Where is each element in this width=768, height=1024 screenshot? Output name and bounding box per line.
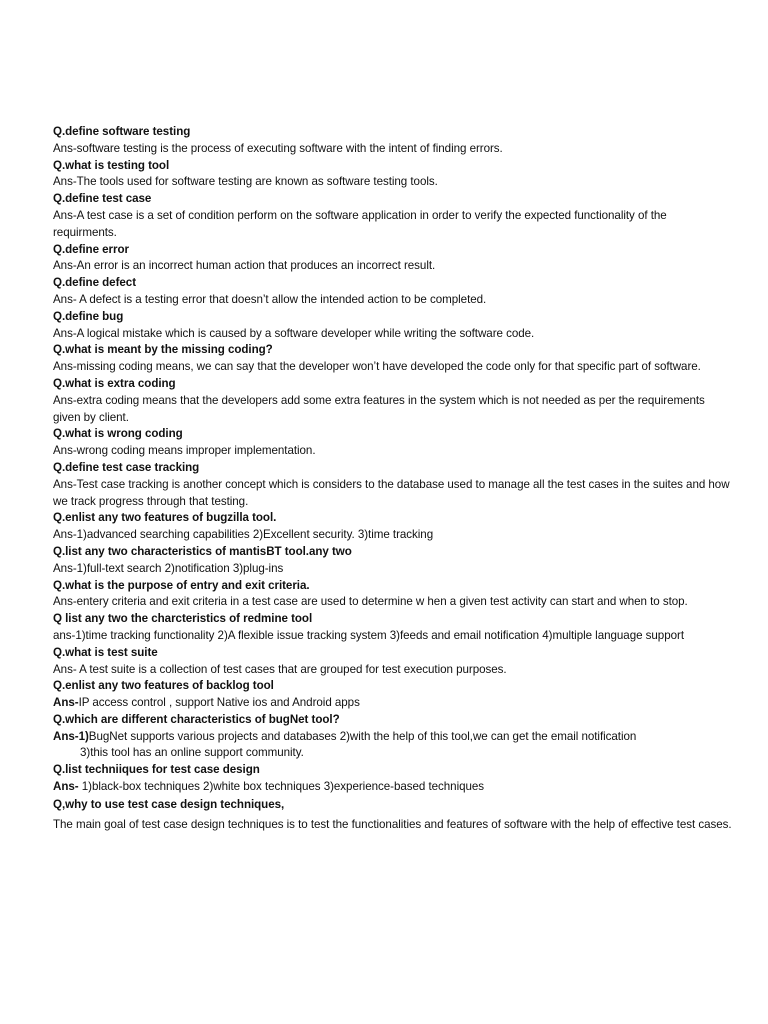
answer: Ans-Test case tracking is another concept which is considers to the database used to manage all the test cases in the suites and how we track progress through that testing. — [53, 477, 730, 508]
answer-label: Ans-1) — [53, 729, 89, 743]
answer-backlog — [53, 695, 733, 712]
answer: Ans-extra coding means that the developers add some extra features in the system which is not needed as per the requirements given by client. — [53, 393, 705, 424]
answer-why: The main goal of test case design techniques is to test the functionalities and features of software with the help of effective test cases. — [53, 817, 732, 831]
question-backlog: Q.enlist any two features of backlog tool — [53, 679, 274, 693]
question: Q.enlist any two features of bugzilla tool. — [53, 511, 277, 525]
answer-techniques — [53, 779, 733, 796]
question: Q.define defect — [53, 276, 136, 290]
answer: Ans-The tools used for software testing are known as software testing tools. — [53, 175, 438, 189]
answer-bugnet — [53, 729, 733, 746]
answer: Ans-An error is an incorrect human action that produces an incorrect result. — [53, 259, 436, 273]
question: Q list any two the charcteristics of redmine tool — [53, 612, 313, 626]
question-bugnet: Q.which are different characteristics of bugNet tool? — [53, 712, 340, 726]
answer-bugnet-continued: 3)this tool has an online support community. — [80, 746, 304, 760]
answer: Ans-wrong coding means improper implementation. — [53, 444, 316, 458]
question: Q.what is meant by the missing coding? — [53, 343, 273, 357]
question: Q.define bug — [53, 309, 124, 323]
question: Q.define test case tracking — [53, 460, 200, 474]
answer: Ans-missing coding means, we can say that the developer won’t have developed the code only for that specific part of software. — [53, 360, 701, 374]
answer: Ans-A logical mistake which is caused by a software developer while writing the software code. — [53, 326, 535, 340]
answer-label: Ans- — [53, 780, 79, 794]
answer: ans-1)time tracking functionality 2)A flexible issue tracking system 3)feeds and email notification 4)multiple language support — [53, 628, 684, 642]
answer-label: Ans- — [53, 696, 79, 710]
question: Q.what is wrong coding — [53, 427, 183, 441]
answer: Ans- A test suite is a collection of test cases that are grouped for test execution purposes. — [53, 662, 507, 676]
question: Q.list any two characteristics of mantisBT tool.any two — [53, 544, 352, 558]
answer: Ans- A defect is a testing error that doesn’t allow the intended action to be completed. — [53, 292, 487, 306]
question: Q.what is extra coding — [53, 376, 176, 390]
answer-text: BugNet supports various projects and databases 2)with the help of this tool,we can get the email notification — [88, 729, 637, 743]
answer: Ans-software testing is the process of executing software with the intent of finding errors. — [53, 141, 503, 155]
question: Q.define software testing — [53, 125, 191, 138]
answer: Ans-1)advanced searching capabilities 2)Excellent security. 3)time tracking — [53, 528, 434, 542]
answer: Ans-entery criteria and exit criteria in a test case are used to determine w hen a given test activity can start and when to stop. — [53, 595, 688, 609]
question: Q.define test case — [53, 192, 152, 206]
question: Q.define error — [53, 242, 129, 256]
qa-content — [53, 124, 733, 833]
question-why: Q,why to use test case design techniques, — [53, 797, 285, 811]
question: Q.what is testing tool — [53, 158, 170, 172]
question: Q.what is test suite — [53, 645, 158, 659]
answer: Ans-A test case is a set of condition perform on the software application in order to verify the expected functionality of the requirments. — [53, 208, 667, 239]
question: Q.what is the purpose of entry and exit criteria. — [53, 578, 310, 592]
answer-text: IP access control , support Native ios and Android apps — [78, 696, 360, 710]
question-techniques: Q.list techniiques for test case design — [53, 763, 260, 777]
answer-text: 1)black-box techniques 2)white box techniques 3)experience-based techniques — [78, 780, 485, 794]
answer: Ans-1)full-text search 2)notification 3)plug-ins — [53, 561, 284, 575]
